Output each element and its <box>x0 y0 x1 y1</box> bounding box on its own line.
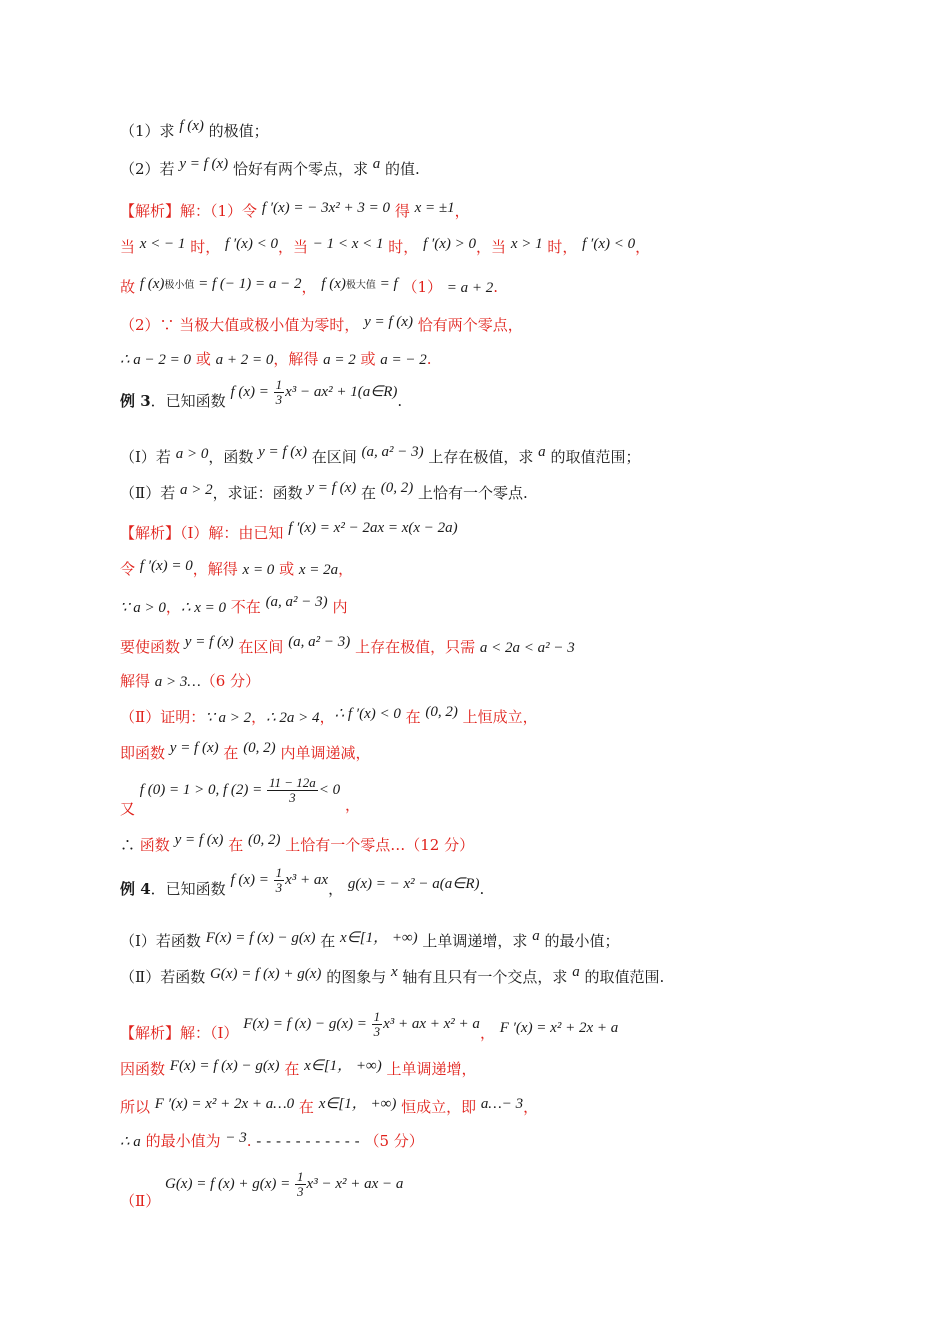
ex3-part-1: （Ⅰ）若 a > 0，函数 y = f (x) 在区间 (a, a² − 3) 上存在极值，求 a 的取值范围； <box>120 444 641 466</box>
ex3-solution-9: ∴ 函数 y = f (x) 在 (0, 2) 上恰有一个零点…（12 分） <box>120 832 475 854</box>
solution-line-5: 故 f (x)极小值 = f (− 1) = a − 2， f (x)极大值 = f （1） = a + 2. <box>120 276 499 296</box>
ex3-solution-6: （Ⅱ）证明：∵ a > 2，∴ 2a > 4，∴ f ′(x) < 0 在 (0, 2) 上恒成立， <box>120 704 538 726</box>
ex3-solution-5: 解得 a > 3…（6 分） <box>120 672 261 690</box>
ex4-solution-1: 【解析】解：（Ⅰ） F(x) = f (x) − g(x) = $\frac{1}{3}$ x³ + ax + x² + a， F ′(x) = x² + 2x + a <box>120 1009 619 1042</box>
ex3-solution-7: 即函数 y = f (x) 在 (0, 2) 内单调递减， <box>120 740 371 762</box>
question-2: （2）若 y = f (x) 恰好有两个零点，求 a 的值. <box>120 156 420 178</box>
ex3-solution-8: 又 f (0) = 1 > 0, f (2) = $\frac{11 - 12a}{3}$ < 0 ， <box>120 775 360 818</box>
ex3-solution-3: ∵ a > 0，∴ x = 0 不在 (a, a² − 3) 内 <box>120 594 348 616</box>
ex4-part-1: （Ⅰ）若函数 F(x) = f (x) − g(x) 在 x∈[1， +∞) 上单调递增，求 a 的最小值； <box>120 928 620 950</box>
ex4-solution-5: （Ⅱ） G(x) = f (x) + g(x) = $\frac{1}{3}$ x³ − x² + ax − a <box>120 1169 404 1210</box>
ex4-solution-2: 因函数 F(x) = f (x) − g(x) 在 x∈[1， +∞) 上单调递增， <box>120 1058 477 1078</box>
ex4-solution-4: ∴ a 的最小值为 − 3. - - - - - - - - - - - （5 分） <box>120 1130 424 1150</box>
solution-header-1: 【解析】解：（1）令 f ′(x) = − 3x² + 3 = 0 得 x = ±1， <box>120 200 470 220</box>
ex4-solution-3: 所以 F ′(x) = x² + 2x + a…0 在 x∈[1， +∞) 恒成立，即 a…− 3， <box>120 1096 539 1116</box>
question-1: （1）求 f (x) 的极值； <box>120 118 269 140</box>
solution-line-7: ∴ a − 2 = 0 或 a + 2 = 0，解得 a = 2 或 a = − 2. <box>120 350 432 368</box>
ex3-solution-1: 【解析】（Ⅰ）解：由已知 f ′(x) = x² − 2ax = x(x − 2a) <box>120 520 458 542</box>
example-4-statement: 例 4．已知函数 f (x) = $\frac{1}{3}$ x³ + ax， g(x) = − x² − a(a∈R). <box>120 865 485 898</box>
solution-line-6: （2）∵ 当极大值或极小值为零时， y = f (x) 恰有两个零点， <box>120 314 523 334</box>
ex3-solution-2: 令 f ′(x) = 0，解得 x = 0 或 x = 2a， <box>120 558 354 578</box>
ex3-solution-4: 要使函数 y = f (x) 在区间 (a, a² − 3) 上存在极值，只需 a < 2a < a² − 3 <box>120 634 575 656</box>
solution-line-4: 当 x < − 1 时， f ′(x) < 0，当 − 1 < x < 1 时， f ′(x) > 0，当 x > 1 时， f ′(x) < 0， <box>120 236 651 256</box>
example-3-statement: 例 3．已知函数 f (x) = $\frac{1}{3}$ x³ − ax² + 1(a∈R). <box>120 377 403 410</box>
ex3-part-2: （Ⅱ）若 a > 2，求证：函数 y = f (x) 在 (0, 2) 上恰有一个零点. <box>120 480 528 502</box>
ex4-part-2: （Ⅱ）若函数 G(x) = f (x) + g(x) 的图象与 x 轴有且只有一个交点，求 a 的取值范围. <box>120 964 665 986</box>
